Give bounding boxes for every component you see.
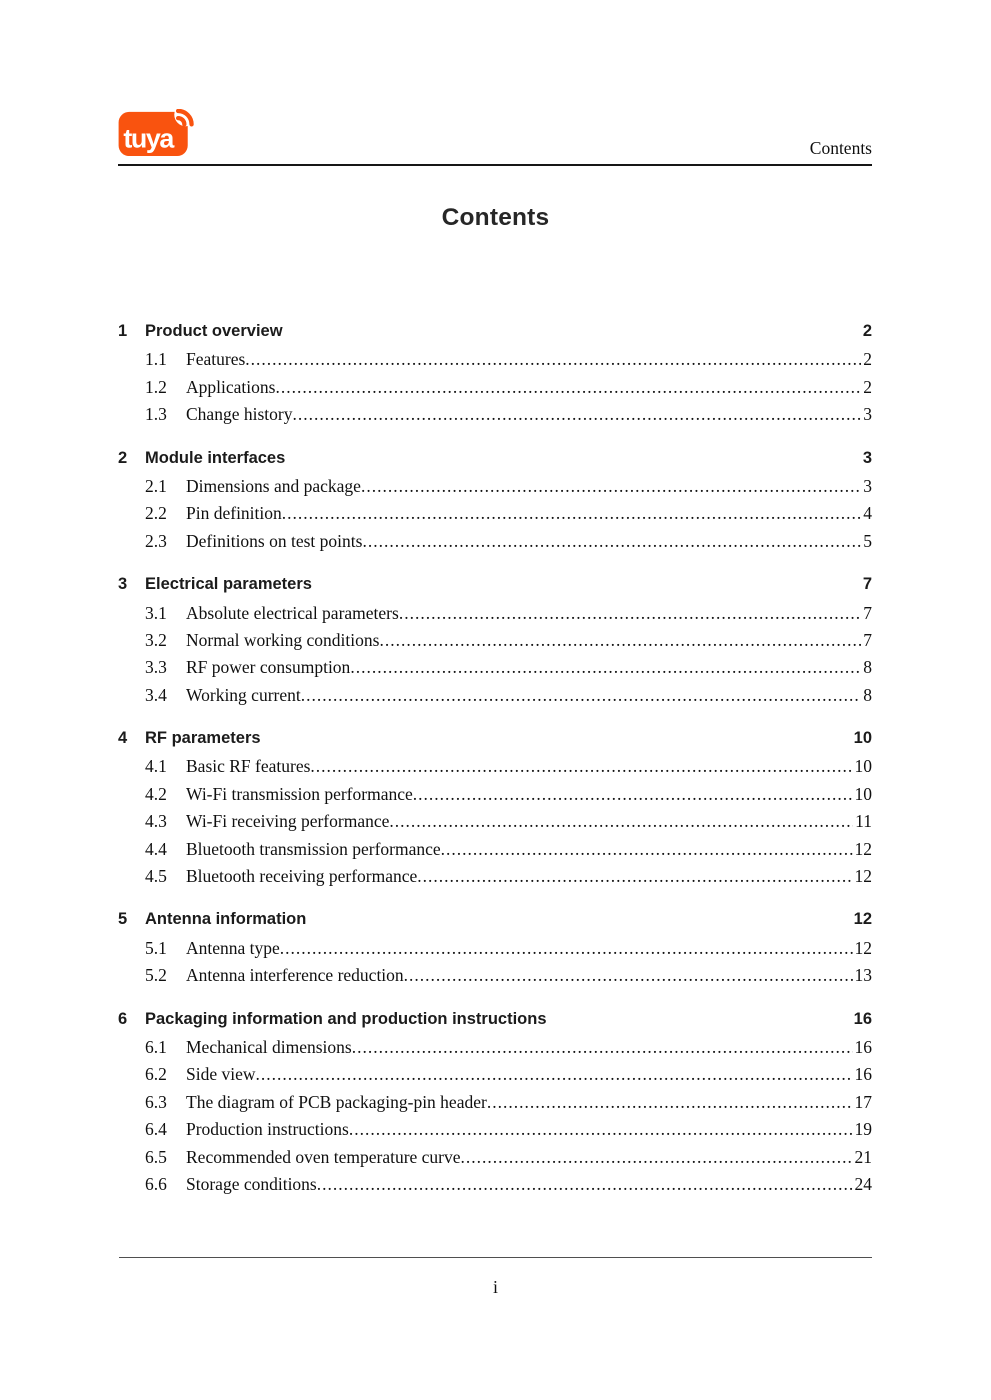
entry-page-number: 13 — [854, 965, 872, 986]
entry-page-number: 19 — [854, 1119, 872, 1140]
entry-number: 4.5 — [145, 866, 167, 887]
toc-entry[interactable] — [118, 1037, 872, 1064]
entry-page-number: 3 — [863, 404, 872, 425]
toc-section-heading[interactable] — [118, 575, 872, 602]
entry-number: 2.1 — [145, 475, 167, 496]
dot-leader — [310, 756, 852, 777]
entry-title: Antenna interference reduction — [186, 965, 404, 986]
entry-page-number: 12 — [854, 838, 872, 859]
dot-leader — [399, 603, 861, 624]
toc-section — [118, 449, 872, 559]
dot-leader — [441, 839, 853, 860]
entry-number: 3.1 — [145, 602, 167, 623]
dot-leader — [282, 503, 861, 524]
dot-leader — [352, 1037, 853, 1058]
entry-page-number: 7 — [863, 602, 872, 623]
toc-entry[interactable] — [118, 784, 872, 811]
dot-leader — [245, 349, 861, 370]
toc-section-heading[interactable] — [118, 910, 872, 937]
entry-number: 6.6 — [145, 1173, 167, 1194]
entry-title: Antenna type — [186, 937, 280, 958]
section-title: RF parameters — [145, 729, 261, 748]
entry-page-number: 12 — [854, 937, 872, 958]
toc-entry[interactable] — [118, 503, 872, 530]
toc-entry[interactable] — [118, 603, 872, 630]
toc-entry[interactable] — [118, 811, 872, 838]
entry-number: 2.2 — [145, 503, 167, 524]
toc-entry[interactable] — [118, 531, 872, 558]
entry-title: Absolute electrical parameters — [186, 602, 399, 623]
dot-leader — [350, 657, 861, 678]
entry-page-number: 24 — [854, 1173, 872, 1194]
entry-title: Dimensions and package — [186, 475, 361, 496]
entry-number: 3.2 — [145, 629, 167, 650]
toc-section-heading[interactable] — [118, 729, 872, 756]
entry-title: Mechanical dimensions — [186, 1036, 352, 1057]
entry-page-number: 16 — [854, 1064, 872, 1085]
toc-entry[interactable] — [118, 965, 872, 992]
section-title: Electrical parameters — [145, 575, 312, 594]
entry-page-number: 21 — [854, 1146, 872, 1167]
toc-entry[interactable] — [118, 349, 872, 376]
toc-entry[interactable] — [118, 657, 872, 684]
entry-number: 1.1 — [145, 349, 167, 370]
section-title: Packaging information and production instructions — [145, 1009, 547, 1028]
dot-leader — [461, 1147, 853, 1168]
tuya-logo — [118, 109, 196, 157]
entry-page-number: 3 — [863, 475, 872, 496]
toc-entry[interactable] — [118, 839, 872, 866]
section-page-number: 16 — [853, 1009, 872, 1028]
dot-leader — [317, 1174, 853, 1195]
entry-number: 6.5 — [145, 1146, 167, 1167]
toc-section-heading[interactable] — [118, 322, 872, 349]
section-number: 3 — [118, 575, 128, 594]
toc-entry[interactable] — [118, 377, 872, 404]
entry-page-number: 11 — [855, 811, 872, 832]
section-page-number: 12 — [853, 910, 872, 929]
entry-title: Change history — [186, 404, 293, 425]
entry-page-number: 12 — [854, 866, 872, 887]
entry-number: 4.3 — [145, 811, 167, 832]
entry-title: Recommended oven temperature curve — [186, 1146, 461, 1167]
section-page-number: 10 — [853, 729, 872, 748]
footer-divider — [119, 1257, 872, 1258]
entry-title: RF power consumption — [186, 657, 351, 678]
toc-entry[interactable] — [118, 685, 872, 712]
toc-section — [118, 910, 872, 992]
dot-leader — [379, 630, 861, 651]
section-page-number: 3 — [862, 448, 872, 467]
entry-page-number: 2 — [863, 349, 872, 370]
section-number: 2 — [118, 448, 128, 467]
toc-section — [118, 1010, 872, 1202]
section-number: 1 — [118, 322, 128, 340]
entry-title: Wi-Fi receiving performance — [186, 811, 390, 832]
section-page-number: 7 — [862, 575, 872, 594]
entry-number: 5.1 — [145, 937, 167, 958]
entry-number: 3.3 — [145, 657, 167, 678]
entry-title: Side view — [186, 1064, 256, 1085]
section-title: Antenna information — [145, 910, 307, 929]
svg-text:tuya: tuya — [123, 123, 173, 154]
toc-entry[interactable] — [118, 1064, 872, 1091]
entry-page-number: 16 — [854, 1036, 872, 1057]
entry-title: Normal working conditions — [186, 629, 380, 650]
entry-title: Pin definition — [186, 503, 282, 524]
entry-title: Features — [186, 349, 246, 370]
entry-number: 5.2 — [145, 965, 167, 986]
entry-page-number: 8 — [863, 657, 872, 678]
dot-leader — [280, 938, 853, 959]
entry-page-number: 10 — [854, 756, 872, 777]
dot-leader — [487, 1092, 853, 1113]
toc-entry[interactable] — [118, 1092, 872, 1119]
toc-section-heading[interactable] — [118, 1010, 872, 1037]
dot-leader — [292, 404, 861, 425]
entry-number: 1.2 — [145, 376, 167, 397]
page-number: i — [492, 1277, 498, 1297]
entry-number: 4.2 — [145, 783, 167, 804]
running-header-label: Contents — [809, 137, 872, 158]
toc-entry[interactable] — [118, 630, 872, 657]
entry-number: 1.3 — [145, 404, 167, 425]
dot-leader — [361, 476, 861, 497]
toc-entry[interactable] — [118, 404, 872, 431]
toc-entry[interactable] — [118, 1147, 872, 1174]
entry-page-number: 10 — [854, 783, 872, 804]
section-number: 4 — [118, 729, 128, 748]
page-header — [118, 109, 872, 166]
section-title: Module interfaces — [145, 448, 286, 467]
toc-entry[interactable] — [118, 1174, 872, 1201]
entry-title: Definitions on test points — [186, 530, 363, 551]
entry-number: 4.1 — [145, 756, 167, 777]
dot-leader — [362, 531, 861, 552]
toc-section — [118, 575, 872, 712]
entry-page-number: 4 — [863, 503, 872, 524]
entry-title: Basic RF features — [186, 756, 311, 777]
toc — [118, 322, 872, 1201]
entry-title: Production instructions — [186, 1119, 349, 1140]
toc-entry[interactable] — [118, 476, 872, 503]
entry-title: Wi-Fi transmission performance — [186, 783, 413, 804]
dot-leader — [301, 685, 862, 706]
entry-title: Bluetooth transmission performance — [186, 838, 441, 859]
section-page-number: 2 — [862, 322, 872, 340]
dot-leader — [404, 965, 853, 986]
entry-number: 6.4 — [145, 1119, 167, 1140]
toc-entry[interactable] — [118, 756, 872, 783]
entry-title: The diagram of PCB packaging-pin header — [186, 1091, 487, 1112]
dot-leader — [389, 811, 853, 832]
section-title: Product overview — [145, 322, 283, 340]
entry-number: 6.3 — [145, 1091, 167, 1112]
toc-entry[interactable] — [118, 938, 872, 965]
dot-leader — [256, 1064, 853, 1085]
page-title: Contents — [441, 204, 550, 231]
entry-number: 4.4 — [145, 838, 167, 859]
entry-number: 2.3 — [145, 530, 167, 551]
dot-leader — [413, 784, 853, 805]
dot-leader — [417, 866, 852, 887]
entry-number: 6.2 — [145, 1064, 167, 1085]
entry-number: 3.4 — [145, 684, 167, 705]
entry-page-number: 7 — [863, 629, 872, 650]
entry-title: Working current — [186, 684, 301, 705]
entry-title: Storage conditions — [186, 1173, 317, 1194]
entry-page-number: 2 — [863, 376, 872, 397]
toc-section-heading[interactable] — [118, 449, 872, 476]
entry-number: 6.1 — [145, 1036, 167, 1057]
section-number: 6 — [118, 1009, 128, 1028]
entry-title: Applications — [186, 376, 276, 397]
section-number: 5 — [118, 910, 128, 929]
toc-entry[interactable] — [118, 866, 872, 893]
toc-section — [118, 729, 872, 893]
entry-title: Bluetooth receiving performance — [186, 866, 418, 887]
entry-page-number: 5 — [863, 530, 872, 551]
entry-page-number: 8 — [863, 684, 872, 705]
dot-leader — [349, 1119, 853, 1140]
toc-section — [118, 322, 872, 432]
toc-entry[interactable] — [118, 1119, 872, 1146]
dot-leader — [275, 377, 861, 398]
entry-page-number: 17 — [854, 1091, 872, 1112]
